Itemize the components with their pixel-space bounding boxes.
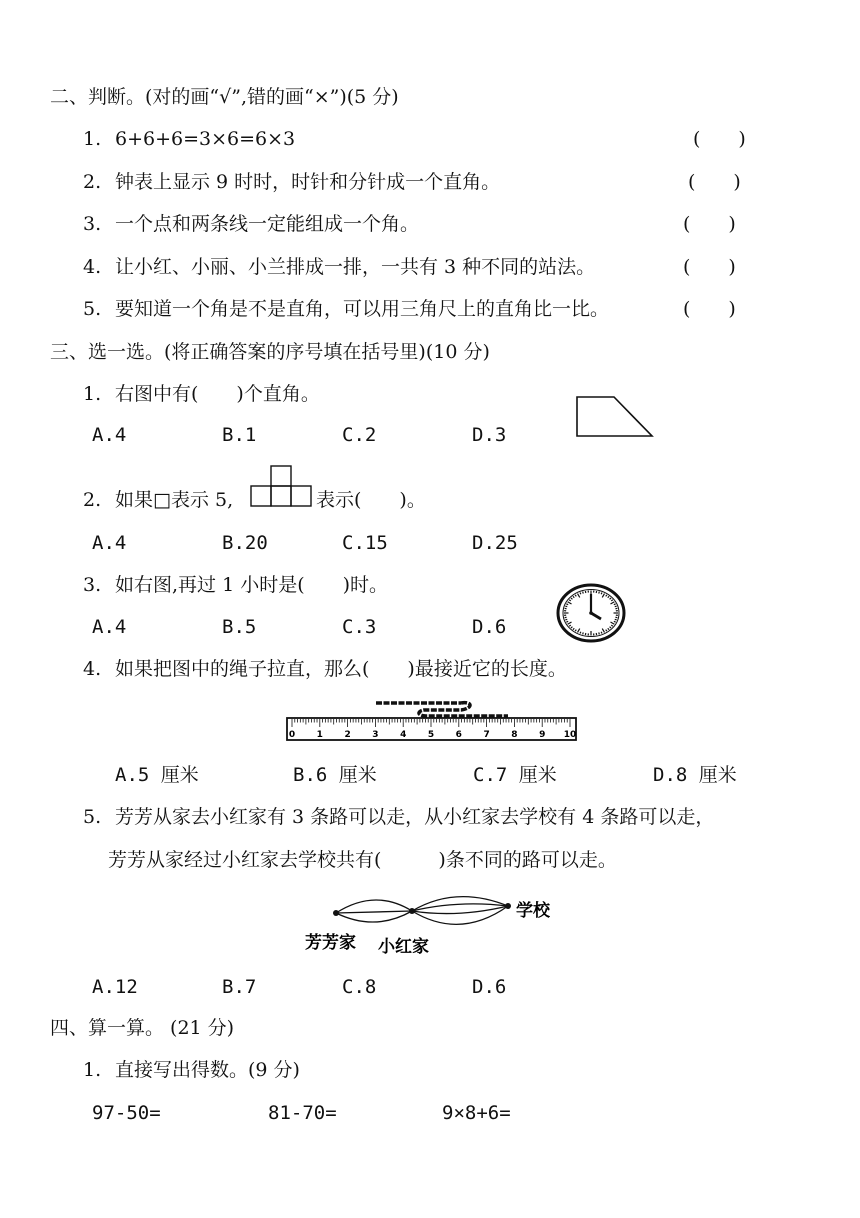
ruler-tick-label: 3 — [372, 730, 379, 740]
choice-q5-line2: 芳芳从家经过小红家去学校共有( )条不同的路可以走。 — [108, 849, 617, 871]
choice-q3-text: 如右图,再过 1 小时是( )时。 — [115, 574, 389, 596]
choice-q3-option-d[interactable]: D.6 — [472, 616, 507, 638]
clock-tick — [615, 606, 617, 607]
calc-q1-text: 直接写出得数。(9 分) — [115, 1059, 300, 1081]
clock-tick — [615, 619, 617, 620]
choice-q1-number: 1. — [83, 383, 102, 405]
ruler-tick-label: 10 — [563, 730, 577, 740]
choice-q2-option-c[interactable]: C.15 — [342, 532, 388, 554]
choice-q1-option-a[interactable]: A.4 — [92, 424, 127, 446]
route-map-figure — [300, 888, 560, 958]
choice-q4-option-c[interactable]: C.7 厘米 — [473, 764, 557, 786]
clock-tick — [580, 632, 581, 634]
calc-expression-3[interactable]: 9×8+6= — [442, 1102, 511, 1124]
judge-item-1-answer[interactable]: ( ) — [693, 128, 746, 150]
judge-item-2-answer[interactable]: ( ) — [688, 171, 741, 193]
square-blocks-figure — [250, 465, 314, 509]
ruler-tick-label: 7 — [483, 730, 490, 740]
section-4-heading: 四、算一算。 (21 分) — [50, 1017, 235, 1039]
ruler-tick-label: 6 — [455, 730, 462, 740]
ruler-tick-label: 2 — [344, 730, 351, 740]
judge-item-5-number: 5. — [83, 298, 102, 320]
xiaohong-home-label: 小红家 — [378, 937, 429, 957]
clock-tick — [565, 619, 567, 620]
clock-icon — [555, 583, 627, 643]
choice-q1-option-d[interactable]: D.3 — [472, 424, 507, 446]
clock-tick — [614, 621, 616, 622]
calc-expression-1[interactable]: 97-50= — [92, 1102, 161, 1124]
judge-item-4-text: 让小红、小丽、小兰排成一排，一共有 3 种不同的站法。 — [115, 256, 596, 278]
choice-q5-option-c[interactable]: C.8 — [342, 976, 377, 998]
judge-item-2-text: 钟表上显示 9 时时，时针和分针成一个直角。 — [115, 171, 501, 193]
choice-q3-option-b[interactable]: B.5 — [222, 616, 257, 638]
choice-q4-option-d[interactable]: D.8 厘米 — [653, 764, 737, 786]
calc-expression-2[interactable]: 81-70= — [268, 1102, 337, 1124]
ruler-tick-label: 5 — [427, 730, 435, 740]
choice-q4-number: 4. — [83, 658, 102, 680]
school-label: 学校 — [516, 901, 550, 921]
choice-q5-option-b[interactable]: B.7 — [222, 976, 257, 998]
choice-q1-text: 右图中有( )个直角。 — [115, 383, 320, 405]
clock-tick — [565, 606, 567, 607]
choice-q3-option-a[interactable]: A.4 — [92, 616, 127, 638]
clock-tick — [599, 592, 600, 594]
choice-q2-option-a[interactable]: A.4 — [92, 532, 127, 554]
choice-q5-number: 5. — [83, 806, 102, 828]
section-3-heading: 三、选一选。(将正确答案的序号填在括号里)(10 分) — [50, 341, 490, 363]
calc-q1-number: 1. — [83, 1059, 102, 1081]
home-label: 芳芳家 — [305, 933, 356, 953]
clock-tick — [583, 592, 584, 594]
ruler-tick-label: 1 — [316, 730, 323, 740]
clock-tick — [601, 632, 602, 634]
choice-q3-number: 3. — [83, 574, 102, 596]
judge-item-2-number: 2. — [83, 171, 102, 193]
judge-item-5-text: 要知道一个角是不是直角，可以用三角尺上的直角比一比。 — [115, 298, 610, 320]
choice-q4-option-b[interactable]: B.6 厘米 — [293, 764, 377, 786]
ruler-tick-label: 9 — [539, 730, 546, 740]
choice-q2-option-d[interactable]: D.25 — [472, 532, 518, 554]
choice-q5-option-d[interactable]: D.6 — [472, 976, 507, 998]
choice-q5-option-a[interactable]: A.12 — [92, 976, 138, 998]
clock-tick — [583, 632, 584, 634]
clock-tick — [566, 621, 568, 622]
judge-item-1-text: 6+6+6=3×6=6×3 — [115, 128, 296, 150]
ruler-tick-label: 4 — [400, 730, 407, 740]
ruler-tick-label: 8 — [511, 730, 518, 740]
ruler-tick-label: 0 — [288, 730, 296, 740]
choice-q2-text-after: 表示( )。 — [316, 489, 426, 511]
choice-q1-option-c[interactable]: C.2 — [342, 424, 377, 446]
ruler-with-rope-figure — [286, 696, 578, 744]
choice-q1-option-b[interactable]: B.1 — [222, 424, 257, 446]
judge-item-3-answer[interactable]: ( ) — [683, 213, 736, 235]
clock-tick — [580, 592, 581, 594]
judge-item-4-answer[interactable]: ( ) — [683, 256, 736, 278]
choice-q2-text-before: 如果□表示 5, — [115, 489, 234, 511]
choice-q2-option-b[interactable]: B.20 — [222, 532, 268, 554]
clock-tick — [601, 592, 602, 594]
clock-tick — [566, 604, 568, 605]
choice-q2-number: 2. — [83, 489, 102, 511]
judge-item-5-answer[interactable]: ( ) — [683, 298, 736, 320]
judge-item-3-text: 一个点和两条线一定能组成一个角。 — [115, 213, 420, 235]
trapezoid-figure — [574, 394, 656, 440]
choice-q5-line1: 芳芳从家去小红家有 3 条路可以走，从小红家去学校有 4 条路可以走， — [115, 806, 715, 828]
clock-tick — [599, 632, 600, 634]
clock-tick — [614, 604, 616, 605]
judge-item-3-number: 3. — [83, 213, 102, 235]
judge-item-1-number: 1. — [83, 128, 102, 150]
judge-item-4-number: 4. — [83, 256, 102, 278]
choice-q4-text: 如果把图中的绳子拉直，那么( )最接近它的长度。 — [115, 658, 567, 680]
choice-q3-option-c[interactable]: C.3 — [342, 616, 377, 638]
choice-q4-option-a[interactable]: A.5 厘米 — [115, 764, 199, 786]
section-2-heading: 二、判断。(对的画“√”,错的画“×”)(5 分) — [50, 86, 399, 108]
